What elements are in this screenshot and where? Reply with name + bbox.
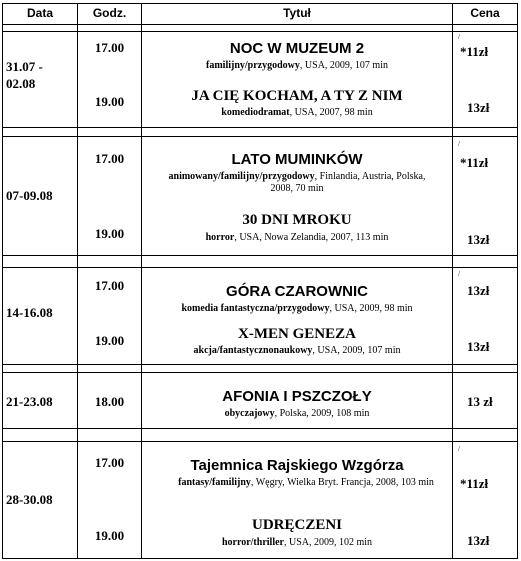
header-price: Cena bbox=[470, 6, 500, 20]
header-time: Godz. bbox=[92, 6, 127, 20]
film-info: , USA, 2009, 107 min bbox=[312, 345, 401, 356]
film-time: 17.00 bbox=[94, 455, 125, 470]
film-time: 17.00 bbox=[94, 40, 125, 55]
film-price: 13zł bbox=[467, 283, 490, 298]
film-price: 13 zł bbox=[467, 394, 493, 409]
film-details bbox=[150, 537, 444, 549]
film-time: 17.00 bbox=[94, 151, 125, 166]
row-divider bbox=[2, 255, 518, 256]
row-date: 21-23.08 bbox=[6, 394, 53, 409]
film-genre: obyczajowy bbox=[224, 408, 275, 419]
film-title: 30 DNI MROKU bbox=[242, 212, 352, 228]
film-time: 19.00 bbox=[94, 94, 125, 109]
film-title: JA CIĘ KOCHAM, A TY Z NIM bbox=[191, 88, 403, 104]
film-genre: animowany/familijny/przygodowy bbox=[168, 171, 315, 182]
spacer-line bbox=[2, 372, 518, 373]
table-border-right bbox=[517, 3, 518, 559]
film-price: *11zł bbox=[460, 44, 489, 59]
film-time: 19.00 bbox=[94, 528, 125, 543]
column-divider-title bbox=[452, 3, 453, 559]
column-divider-time bbox=[141, 3, 142, 559]
row-divider bbox=[2, 364, 518, 365]
film-details bbox=[150, 345, 444, 357]
film-time: 19.00 bbox=[94, 226, 125, 241]
row-date: 07-09.08 bbox=[6, 188, 53, 203]
film-info: , Polska, 2009, 108 min bbox=[274, 408, 370, 419]
film-genre: horror/thriller bbox=[221, 537, 284, 548]
film-details bbox=[158, 171, 436, 195]
film-details bbox=[150, 232, 444, 244]
film-info: , USA, 2009, 102 min bbox=[283, 537, 373, 548]
film-time: 17.00 bbox=[94, 278, 125, 293]
film-info: , USA, Nowa Zelandia, 2007, 113 min bbox=[234, 232, 389, 243]
film-info: , USA, 2009, 98 min bbox=[329, 303, 413, 314]
film-info: , USA, 2009, 107 min bbox=[299, 60, 388, 71]
price-mark: / bbox=[458, 140, 460, 148]
film-title: X-MEN GENEZA bbox=[238, 326, 356, 342]
header-bottom-line bbox=[2, 24, 518, 25]
film-price: *11zł bbox=[460, 155, 489, 170]
film-info: , USA, 2007, 98 min bbox=[289, 107, 373, 118]
row-date: 31.07 - 02.08 bbox=[6, 59, 43, 91]
film-genre: akcja/fantastycznonaukowy bbox=[193, 345, 313, 356]
header-date: Data bbox=[26, 6, 53, 20]
price-mark: / bbox=[458, 270, 460, 278]
spacer-line bbox=[2, 136, 518, 137]
film-genre: komedia fantastyczna/przygodowy bbox=[181, 303, 330, 314]
film-price: 13zł bbox=[467, 533, 490, 548]
film-genre: fantasy/familijny bbox=[178, 477, 251, 488]
film-title: Tajemnica Rajskiego Wzgórza bbox=[190, 457, 404, 474]
film-price: 13zł bbox=[467, 232, 490, 247]
film-info: , Finlandia, Austria, Polska, 2008, 70 min bbox=[270, 171, 426, 194]
row-date: 14-16.08 bbox=[6, 305, 53, 320]
spacer-line bbox=[2, 267, 518, 268]
row-divider bbox=[2, 127, 518, 128]
film-price: 13zł bbox=[467, 339, 490, 354]
film-details bbox=[166, 477, 446, 489]
film-details bbox=[150, 60, 444, 72]
film-time: 18.00 bbox=[94, 394, 125, 409]
film-details bbox=[150, 107, 444, 119]
film-title: NOC W MUZEUM 2 bbox=[229, 40, 365, 57]
film-time: 19.00 bbox=[94, 333, 125, 348]
row-divider bbox=[2, 428, 518, 429]
table-border-left bbox=[2, 3, 3, 559]
film-title: LATO MUMINKÓW bbox=[231, 151, 363, 168]
price-mark: / bbox=[458, 445, 460, 453]
table-border-bottom bbox=[2, 558, 518, 559]
table-border-top bbox=[2, 3, 518, 4]
film-price: *11zł bbox=[460, 476, 489, 491]
film-details bbox=[150, 408, 444, 420]
film-price: 13zł bbox=[467, 100, 490, 115]
film-details bbox=[150, 303, 444, 315]
film-info: , Węgry, Wielka Bryt. Francja, 2008, 103 min bbox=[250, 477, 434, 488]
spacer-line bbox=[2, 441, 518, 442]
film-genre: horror bbox=[205, 232, 235, 243]
header-title: Tytuł bbox=[283, 6, 311, 20]
film-genre: komediodramat bbox=[221, 107, 290, 118]
spacer-line bbox=[2, 31, 518, 32]
film-title: UDRĘCZENI bbox=[251, 517, 342, 533]
film-title: GÓRA CZAROWNIC bbox=[226, 283, 368, 300]
row-date: 28-30.08 bbox=[6, 492, 53, 507]
price-mark: / bbox=[458, 33, 460, 41]
film-genre: familijny/przygodowy bbox=[206, 60, 300, 71]
film-title: AFONIA I PSZCZOŁY bbox=[222, 388, 372, 405]
